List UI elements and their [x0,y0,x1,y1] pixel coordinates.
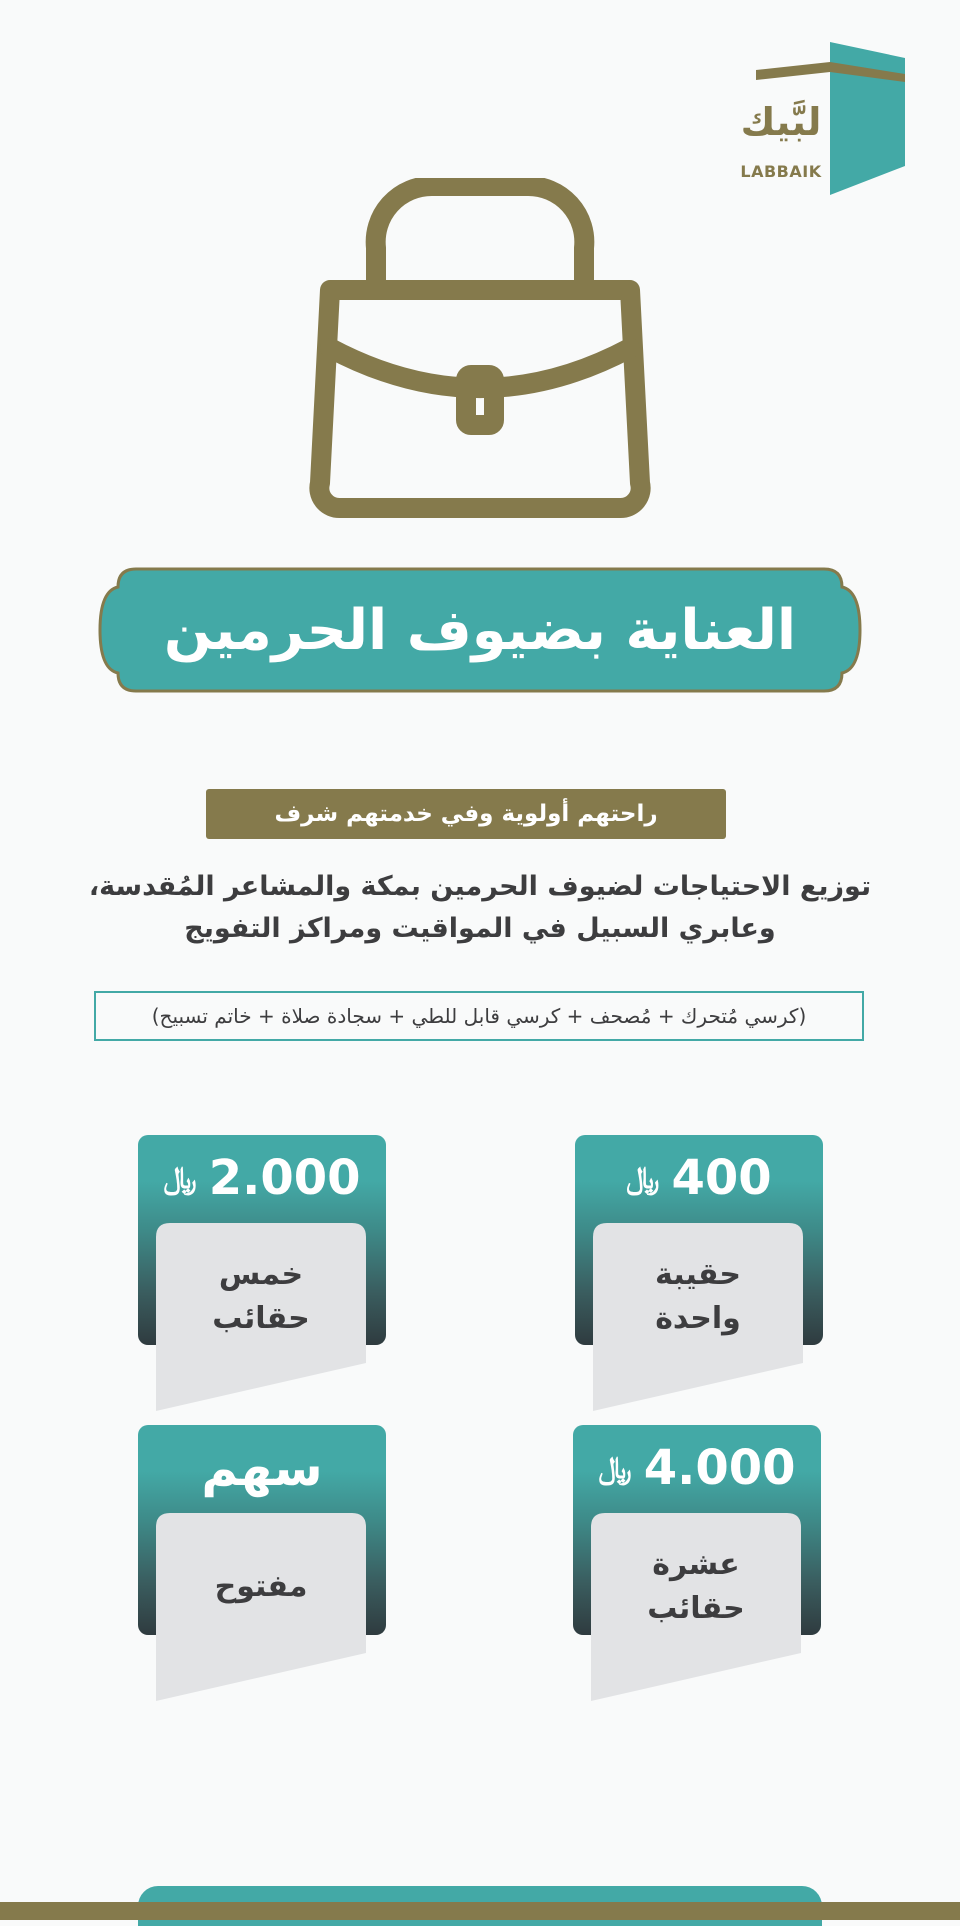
card-price [575,1145,823,1211]
description [60,866,900,950]
brand-name-latin: LABBAIK [740,162,822,181]
currency-symbol: ﷼ [626,1160,660,1196]
handbag-icon [300,178,660,528]
title-banner [96,565,864,695]
price-value: 2.000 [208,1150,361,1206]
card-label-line-2: واحدة [655,1301,741,1336]
card-sheet [156,1513,366,1713]
donation-card-3[interactable] [573,1425,823,1715]
card-label-line-1: عشرة [652,1547,740,1582]
card-label [156,1253,366,1341]
description-line-1: توزيع الاحتياجات لضيوف الحرمين بمكة والمشاعر المُقدسة، [88,871,872,902]
card-label-line-2: حقائب [647,1591,745,1626]
card-label [156,1565,366,1609]
card-label-line-2: حقائب [212,1301,310,1336]
card-price [138,1145,386,1211]
donation-card-4[interactable] [138,1425,388,1715]
card-label-line-1: مفتوح [214,1569,308,1604]
footer-bar [0,1902,960,1920]
currency-symbol: ﷼ [163,1160,197,1196]
items-list: (كرسي مُتحرك + مُصحف + كرسي قابل للطي + سجادة صلاة + خاتم تسبيح) [94,991,864,1041]
donation-card-2[interactable] [138,1135,388,1425]
card-label-line-1: حقيبة [655,1257,741,1292]
card-price [138,1435,386,1501]
currency-symbol: ﷼ [598,1450,632,1486]
donation-card-1[interactable] [575,1135,825,1425]
brand-logo [740,38,910,198]
price-value: سهم [201,1439,323,1497]
price-value: 4.000 [643,1440,796,1496]
tagline: راحتهم أولوية وفي خدمتهم شرف [206,789,726,839]
brand-name-arabic: لبَّيك [740,100,822,144]
card-label [591,1543,801,1631]
page-title: العناية بضيوف الحرمين [163,597,797,663]
card-label [593,1253,803,1341]
card-label-line-1: خمس [218,1257,304,1292]
price-value: 400 [671,1150,772,1206]
card-price [573,1435,821,1501]
description-line-2: وعابري السبيل في المواقيت ومراكز التفويج [184,913,776,944]
